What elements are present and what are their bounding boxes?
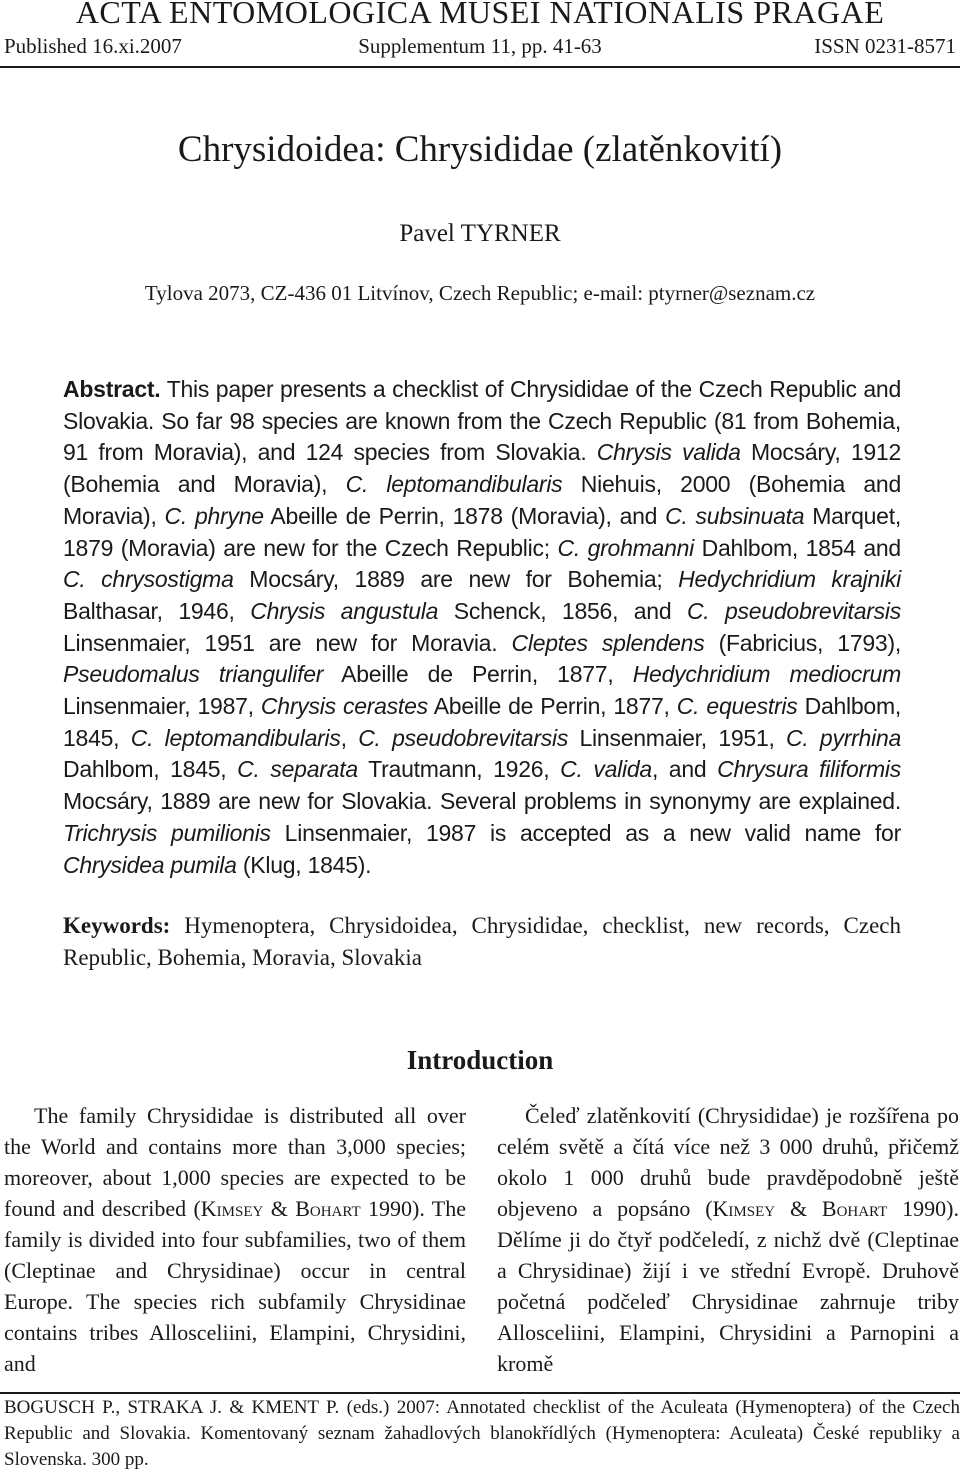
abstract-taxon-name: C. valida bbox=[560, 756, 652, 783]
abstract-text: Abeille de Perrin, 1878 (Moravia), and bbox=[263, 502, 666, 529]
introduction-czech bbox=[497, 1100, 959, 1379]
keywords-label: Keywords: bbox=[63, 913, 171, 938]
abstract-text: , and bbox=[651, 756, 718, 783]
supplement-pages: Supplementum 11, pp. 41-63 bbox=[358, 34, 602, 58]
paper-title: Chrysidoidea: Chrysididae (zlatěnkovití) bbox=[177, 129, 783, 170]
intro-cs-citation-author: Bohart bbox=[821, 1196, 888, 1221]
abstract-taxon-name: Pseudomalus triangulifer bbox=[63, 661, 324, 688]
author-address: Tylova 2073, CZ-436 01 Litvínov, Czech Republic; e-mail: ptyrner@seznam.cz bbox=[144, 281, 816, 305]
abstract-text: Niehuis, 2000 (Bohemia and Moravia), bbox=[63, 471, 901, 529]
abstract-text: Trautmann, 1926, bbox=[357, 756, 561, 783]
abstract-body bbox=[63, 376, 901, 878]
introduction-english bbox=[4, 1100, 466, 1379]
abstract-taxon-name: C. separata bbox=[237, 756, 358, 783]
abstract-taxon-name: C. pyrrhina bbox=[786, 724, 902, 751]
abstract-taxon-name: Chrysidea pumila bbox=[63, 851, 237, 878]
abstract-taxon-name: C. phryne bbox=[164, 502, 264, 529]
abstract-text: Dahlbom, 1845, bbox=[63, 756, 238, 783]
intro-en-text: The family Chrysididae is distributed all over the World and contains more than 3,000 species; moreover, about 1,000 species are expected to be found and described ( bbox=[4, 1103, 466, 1221]
abstract-text: Mocsáry, 1912 (Bohemia and Moravia), bbox=[63, 439, 902, 498]
abstract-text: Abeille de Perrin, 1877, bbox=[427, 693, 677, 720]
abstract-text: Dahlbom, 1854 and bbox=[694, 534, 901, 561]
abstract-text: Linsenmaier, 1951, bbox=[568, 724, 787, 751]
abstract-taxon-name: C. chrysostigma bbox=[63, 566, 234, 593]
abstract-text: This paper presents a checklist of Chrysididae of the Czech Republic and Slovakia. So far 98 species are known from the Czech Republic (81 from Bohemia, 91 from Moravia), and 124 species from Slovakia. bbox=[63, 376, 901, 466]
abstract-text: Linsenmaier, 1987 is accepted as a new valid name for bbox=[270, 819, 901, 846]
section-heading-introduction: Introduction bbox=[406, 1045, 554, 1075]
intro-en-citation-author: Bohart bbox=[295, 1196, 361, 1221]
abstract bbox=[63, 374, 901, 881]
abstract-text: (Klug, 1845). bbox=[236, 851, 372, 878]
intro-en-text: & bbox=[263, 1196, 296, 1221]
abstract-taxon-name: Hedychridium mediocrum bbox=[632, 661, 902, 688]
abstract-label: Abstract. bbox=[63, 376, 161, 402]
header-rule bbox=[0, 66, 960, 68]
abstract-text: Schenck, 1856, and bbox=[438, 597, 687, 624]
abstract-text: Linsenmaier, 1951 are new for Moravia. bbox=[63, 629, 512, 656]
publication-info bbox=[4, 34, 956, 62]
abstract-taxon-name: C. pseudobrevitarsis bbox=[686, 597, 901, 624]
abstract-text: Mocsáry, 1889 are new for Bohemia; bbox=[233, 566, 679, 593]
abstract-taxon-name: Chrysis cerastes bbox=[260, 693, 428, 720]
abstract-taxon-name: C. equestris bbox=[676, 693, 798, 720]
intro-cs-citation-author: Kimsey bbox=[712, 1196, 776, 1221]
keywords bbox=[63, 910, 901, 974]
intro-cs-text: Čeleď zlatěnkovití (Chrysididae) je rozšířena po celém světě a čítá více než 3 000 druhů, přičemž okolo 1 000 druhů bude pravděpodobně ještě objeveno a popsáno ( bbox=[497, 1103, 959, 1221]
intro-cs-text: & bbox=[775, 1196, 822, 1221]
abstract-text: Abeille de Perrin, 1877, bbox=[323, 661, 633, 688]
abstract-taxon-name: C. leptomandibularis bbox=[130, 724, 341, 751]
intro-cs-text: 1990). Dělíme ji do čtyř podčeledí, z nichž dvě (Cleptinae a Chrysidinae) žijí i ve střední Evropě. Druhově početná podčeleď Chrysidinae zahrnuje triby Allosceliini, Elampini, Chrysidini a Parnopini a kromě bbox=[497, 1196, 959, 1376]
abstract-taxon-name: Chrysura filiformis bbox=[717, 756, 901, 783]
intro-en-citation-author: Kimsey bbox=[200, 1196, 264, 1221]
abstract-taxon-name: C. subsinuata bbox=[665, 502, 805, 529]
abstract-text: Linsenmaier, 1987, bbox=[63, 693, 261, 720]
abstract-text: , bbox=[340, 724, 359, 751]
abstract-taxon-name: C. grohmanni bbox=[557, 534, 695, 561]
abstract-taxon-name: C. pseudobrevitarsis bbox=[358, 724, 569, 751]
intro-en-text: 1990). The family is divided into four subfamilies, two of them (Cleptinae and Chrysidinae) occur in central Europe. The species rich subfamily Chrysidinae contains tribes Allosceliini, Elampini, Chrysidini, and bbox=[4, 1196, 466, 1376]
abstract-taxon-name: C. leptomandibularis bbox=[345, 471, 563, 498]
abstract-text: (Fabricius, 1793), bbox=[704, 629, 901, 656]
issn: ISSN 0231-8571 bbox=[814, 34, 956, 58]
footer-rule bbox=[0, 1392, 960, 1394]
keywords-text: Hymenoptera, Chrysidoidea, Chrysididae, checklist, new records, Czech Republic, Bohemia, Moravia, Slovakia bbox=[63, 913, 901, 970]
footer-citation: BOGUSCH P., STRAKA J. & KMENT P. (eds.) 2007: Annotated checklist of the Aculeata (Hymenoptera) of the Czech Republic and Slovakia. Komentovaný seznam žahadlových blanokřídlých (Hymenoptera: Aculeata) České republiky a Slovenska. 300 pp. bbox=[4, 1397, 960, 1470]
abstract-taxon-name: Trichrysis pumilionis bbox=[63, 819, 271, 846]
abstract-taxon-name: Chrysis angustula bbox=[250, 597, 439, 624]
abstract-taxon-name: Chrysis valida bbox=[596, 439, 741, 466]
abstract-text: Mocsáry, 1889 are new for Slovakia. Several problems in synonymy are explained. bbox=[63, 788, 901, 815]
abstract-text: Dahlbom, 1845, bbox=[63, 693, 902, 751]
author-name: Pavel TYRNER bbox=[399, 220, 561, 247]
abstract-text: Marquet, 1879 (Moravia) are new for the Czech Republic; bbox=[63, 502, 901, 561]
abstract-taxon-name: Hedychridium krajniki bbox=[678, 566, 901, 593]
published-date: Published 16.xi.2007 bbox=[4, 34, 182, 58]
journal-title: ACTA ENTOMOLOGICA MUSEI NATIONALIS PRAGAE bbox=[75, 0, 885, 30]
abstract-taxon-name: Cleptes splendens bbox=[511, 629, 705, 656]
abstract-text: Balthasar, 1946, bbox=[63, 597, 251, 624]
